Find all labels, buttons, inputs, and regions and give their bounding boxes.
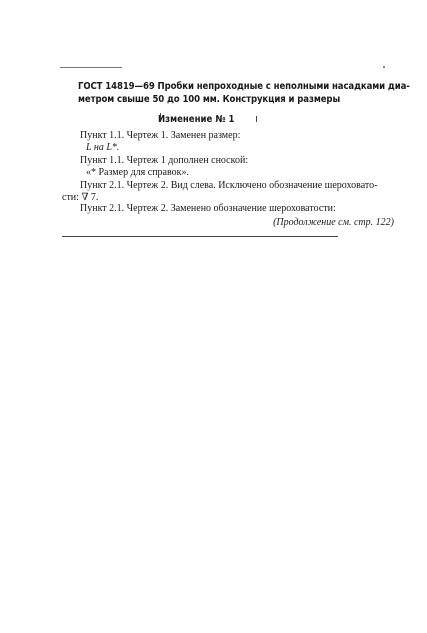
title-line-1: ГОСТ 14819—69 Пробки непроходные с неполными насадками диа- (78, 81, 410, 92)
continuation-note: (Продолжение см. стр. 122) (273, 216, 394, 228)
title-line-2: метром свыше 50 до 100 мм. Конструкция и размеры (78, 94, 341, 105)
amendment-item: L на L*. (86, 141, 120, 153)
scan-artifact-line (60, 67, 122, 68)
amendment-item: Пункт 1.1. Чертеж 1. Заменен размер: (80, 130, 241, 141)
amendment-item: «* Размер для справок». (86, 166, 189, 178)
bottom-rule (62, 236, 338, 237)
amendment-item: сти: ∇ 7. (62, 191, 99, 203)
amendment-item: Пункт 1.1. Чертеж 1 дополнен сноской: (80, 155, 249, 166)
amendment-item: Пункт 2.1. Чертеж 2. Вид слева. Исключено обозначение шероховато- (80, 180, 378, 191)
document-title (78, 80, 410, 106)
scan-artifact-tick (256, 116, 257, 122)
amendment-item: Пункт 2.1. Чертеж 2. Заменено обозначение шероховатости: (80, 203, 336, 214)
amendment-body (62, 130, 396, 228)
scan-artifact-dot (383, 66, 385, 68)
amendment-heading: Изменение № 1 (158, 114, 235, 125)
